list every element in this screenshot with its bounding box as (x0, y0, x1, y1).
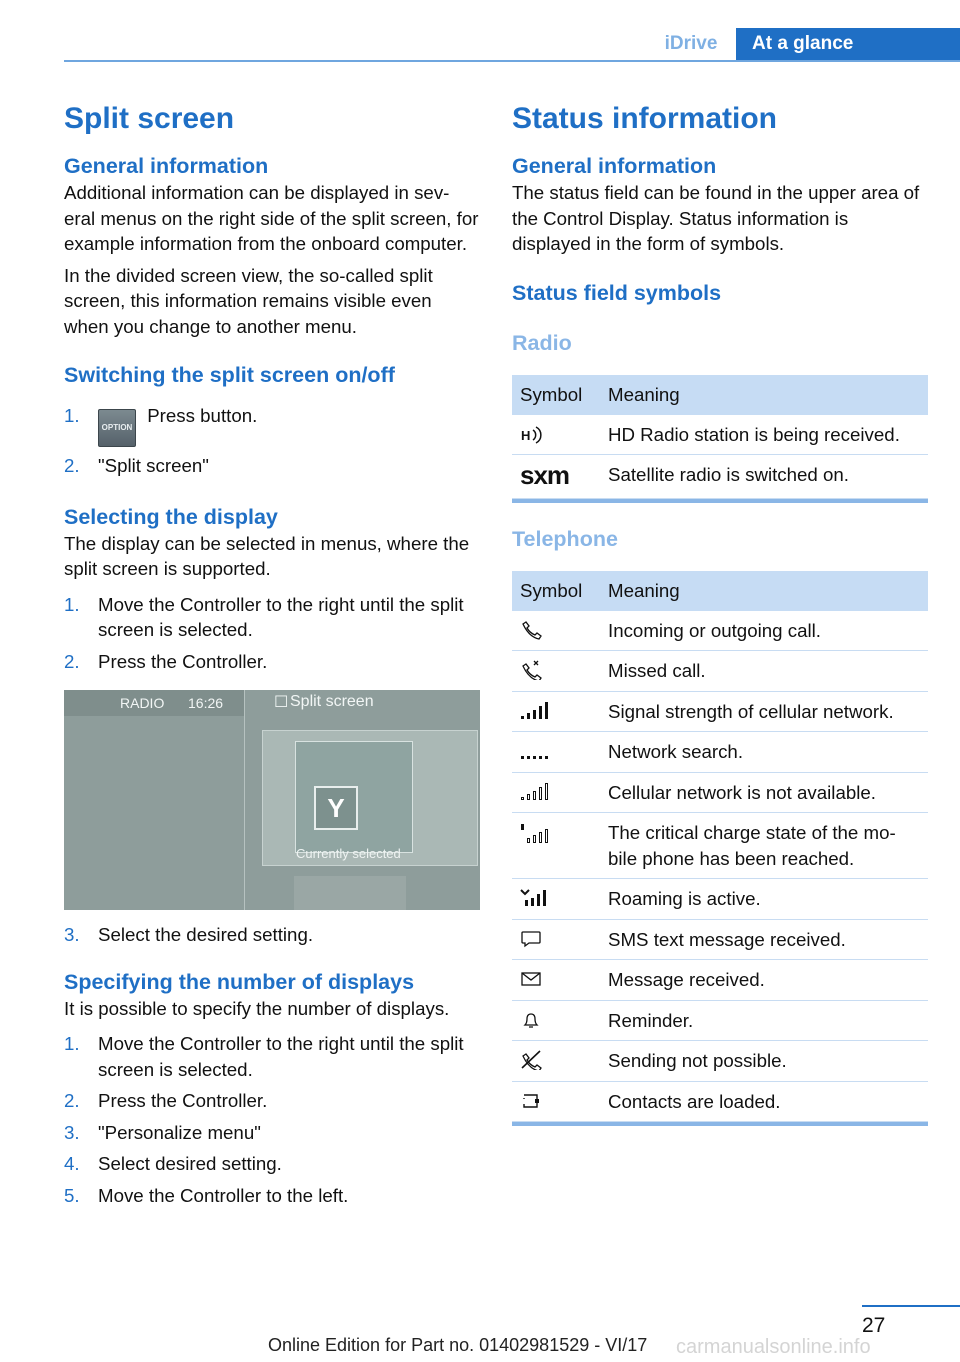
table-row (512, 691, 928, 732)
step-text: Press the Controller. (98, 650, 268, 672)
sms-icon (520, 929, 542, 949)
header-section-idrive: iDrive (664, 33, 718, 54)
telephone-symbols-table (512, 571, 928, 1123)
option-button-icon: OPTION (98, 409, 136, 447)
sending-not-possible-icon (520, 1050, 542, 1070)
number-of-displays-paragraph: It is possible to specify the number of displays. (64, 997, 450, 1019)
list-item (64, 403, 480, 447)
screenshot-preview-map (295, 741, 413, 853)
screenshot-divider (244, 690, 245, 910)
meaning-cell: HD Radio station is being received. (600, 415, 928, 455)
step-number: 5. (64, 1184, 80, 1206)
step-text: Move the Controller to the left. (98, 1184, 349, 1206)
table-header-row (512, 571, 928, 611)
list-item (64, 1088, 480, 1114)
step-number: 1. (64, 405, 80, 426)
column-header-symbol: Symbol (512, 571, 600, 611)
symbol-cell (512, 960, 600, 1001)
general-information-heading: General information (64, 154, 269, 178)
symbol-cell (512, 1041, 600, 1082)
status-general-information-paragraph: The status field can be found in the upper area of the Control Display. Status information is displayed in the form of symbols. (512, 182, 920, 254)
symbol-cell (512, 1000, 600, 1041)
table-row (512, 455, 928, 499)
signal-strength-icon (520, 701, 548, 721)
battery-critical-icon (520, 822, 548, 846)
table-row (512, 813, 928, 879)
symbol-cell (512, 919, 600, 960)
symbol-cell (512, 772, 600, 813)
meaning-cell: Reminder. (600, 1000, 928, 1041)
missed-call-icon (520, 660, 542, 680)
meaning-cell: Cellular network is not available. (600, 772, 928, 813)
symbol-cell (512, 691, 600, 732)
step-text: "Personalize menu" (98, 1121, 261, 1143)
meaning-cell: SMS text message received. (600, 919, 928, 960)
network-search-icon (520, 741, 548, 761)
symbol-cell (512, 879, 600, 920)
list-item (64, 1120, 480, 1146)
radio-heading: Radio (512, 330, 572, 355)
table-row (512, 415, 928, 455)
header-section-at-a-glance: At a glance (736, 28, 960, 60)
split-screen-title: Split screen (64, 102, 235, 135)
table-row (512, 1081, 928, 1122)
selecting-display-heading: Selecting the display (64, 504, 278, 529)
telephone-heading: Telephone (512, 526, 618, 551)
route-sign-icon: Y (314, 786, 358, 830)
symbol-cell (512, 611, 600, 651)
split-screen-screenshot (64, 690, 480, 910)
column-header-meaning: Meaning (600, 375, 928, 415)
step-text: Select the desired setting. (98, 924, 314, 945)
symbol-cell (512, 732, 600, 773)
step-text: "Split screen" (98, 455, 209, 476)
step-number: 2. (64, 455, 80, 476)
symbol-cell (512, 455, 600, 499)
general-information-paragraph-2: In the divided screen view, the so-called split screen, this information remains visible even when you change to another menu. (64, 264, 433, 337)
switching-steps-list (64, 403, 480, 479)
watermark-text: carmanualsonline.info (676, 1336, 871, 1358)
step-number: 3. (64, 1121, 80, 1143)
phone-call-icon (520, 620, 542, 640)
list-item (64, 1183, 480, 1209)
step-number: 3. (64, 924, 80, 945)
table-row (512, 772, 928, 813)
step-text: Press the Controller. (98, 1090, 268, 1111)
step-text: Move the Controller to the right until the split screen is selected. (98, 1033, 464, 1080)
table-row (512, 919, 928, 960)
table-row (512, 960, 928, 1001)
symbol-cell (512, 651, 600, 692)
right-column (512, 96, 928, 1126)
step-text: Move the Controller to the right until the split screen is selected. (98, 593, 464, 640)
list-item (64, 649, 480, 675)
meaning-cell: Incoming or outgoing call. (600, 611, 928, 651)
selecting-steps-list-continued (64, 922, 480, 948)
radio-symbols-table (512, 375, 928, 499)
step-text: Select desired setting. (98, 1153, 282, 1174)
screenshot-currently-selected: Currently selected (296, 846, 401, 861)
edition-text: Online Edition for Part no. 01402981529 - VI/17 (268, 1335, 648, 1355)
svg-text:H: H (521, 427, 531, 443)
sxm-logo: sxm (520, 460, 570, 490)
symbol-cell (512, 1081, 600, 1122)
screenshot-checkbox-icon: ☐ (274, 694, 289, 711)
selecting-display-paragraph: The display can be selected in menus, where the split screen is supported. (64, 532, 470, 579)
number-of-displays-heading: Specifying the number of displays (64, 969, 415, 994)
screenshot-time-label: 16:26 (188, 695, 224, 711)
status-information-title: Status information (512, 102, 778, 135)
header-rule (64, 60, 960, 62)
step-number: 1. (64, 593, 80, 615)
meaning-cell: Network search. (600, 732, 928, 773)
meaning-cell: The critical charge state of the mo‐ bile phone has been reached. (600, 813, 928, 879)
meaning-cell: Message received. (600, 960, 928, 1001)
contacts-loaded-icon (520, 1091, 542, 1111)
list-item (64, 453, 480, 479)
table-row (512, 732, 928, 773)
table-row (512, 1041, 928, 1082)
screenshot-split-screen-label: Split screen (290, 693, 374, 710)
number-steps-list (64, 1031, 480, 1208)
list-item (64, 592, 480, 643)
envelope-icon (520, 969, 542, 989)
symbol-cell (512, 813, 600, 879)
screenshot-radio-label: RADIO (120, 695, 165, 711)
meaning-cell: Missed call. (600, 651, 928, 692)
general-information-paragraph-1: Additional information can be displayed in sev‐ eral menus on the right side of the split screen, for example information from the onboard computer. (64, 182, 479, 254)
step-number: 2. (64, 650, 80, 672)
step-number: 1. (64, 1033, 80, 1054)
status-general-information-heading: General information (512, 154, 717, 178)
table-row (512, 651, 928, 692)
table-header-row (512, 375, 928, 415)
footer-rule (862, 1305, 960, 1307)
meaning-cell: Sending not possible. (600, 1041, 928, 1082)
table-row (512, 611, 928, 651)
symbol-cell (512, 415, 600, 455)
screenshot-background-graphic (294, 876, 406, 910)
meaning-cell: Signal strength of cellular network. (600, 691, 928, 732)
step-text: Press button. (147, 405, 258, 426)
hd-radio-icon (520, 424, 544, 446)
list-item (64, 922, 480, 948)
column-header-symbol: Symbol (512, 375, 600, 415)
bell-icon (520, 1010, 542, 1030)
table-row (512, 1000, 928, 1041)
list-item (64, 1151, 480, 1177)
left-column (64, 96, 480, 1214)
telephone-table-end-rule (512, 1122, 928, 1126)
page-number: 27 (862, 1314, 886, 1337)
selecting-steps-list (64, 592, 480, 675)
step-number: 2. (64, 1090, 80, 1111)
roaming-icon (520, 888, 548, 908)
meaning-cell: Roaming is active. (600, 879, 928, 920)
step-number: 4. (64, 1153, 80, 1174)
meaning-cell: Satellite radio is switched on. (600, 455, 928, 499)
switching-split-screen-heading: Switching the split screen on/off (64, 363, 395, 387)
list-item (64, 1031, 480, 1082)
column-header-meaning: Meaning (600, 571, 928, 611)
no-network-icon (520, 782, 548, 802)
table-row (512, 879, 928, 920)
meaning-cell: Contacts are loaded. (600, 1081, 928, 1122)
status-field-symbols-heading: Status field symbols (512, 280, 722, 305)
